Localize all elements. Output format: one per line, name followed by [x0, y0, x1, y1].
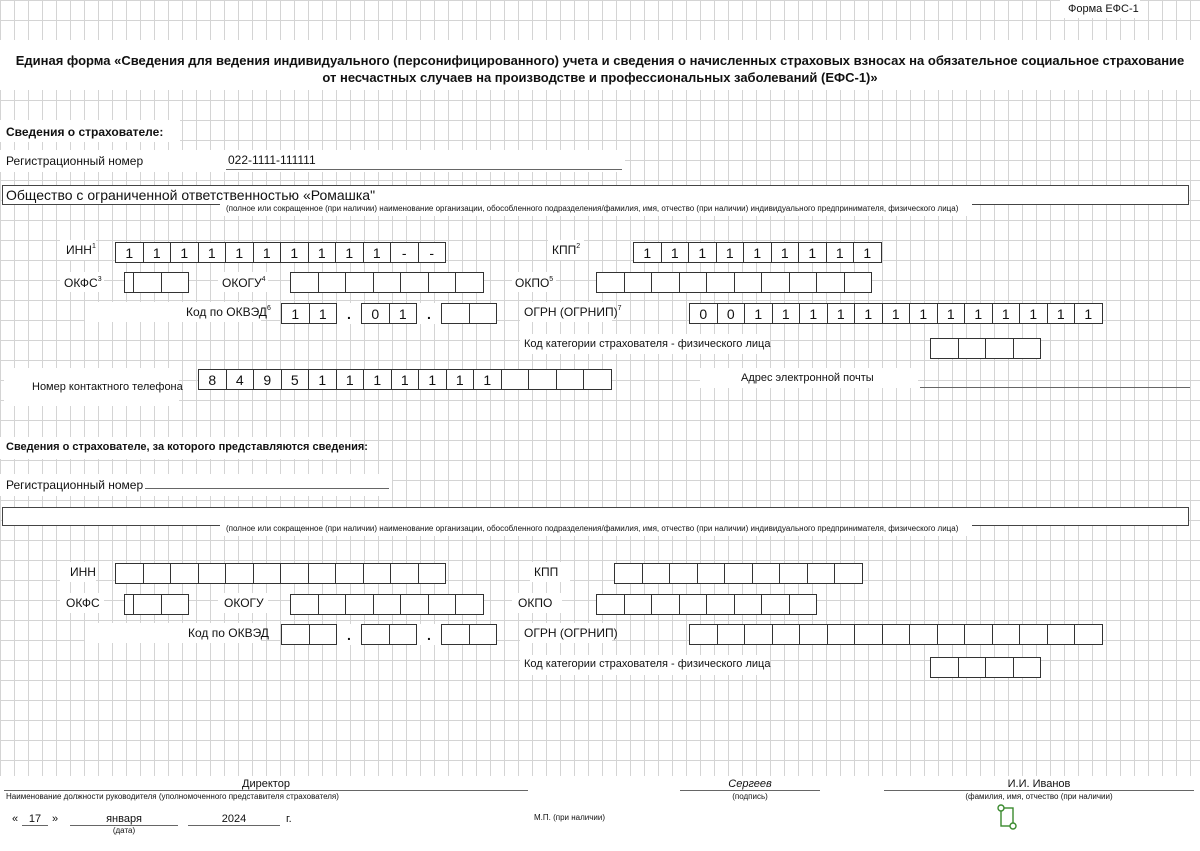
inn-cells[interactable] — [115, 242, 446, 263]
inn-cell[interactable]: - — [390, 242, 419, 263]
inn-cell[interactable] — [390, 563, 419, 584]
full-name-value[interactable]: И.И. Иванов — [1007, 778, 1071, 790]
okved-separator: . — [417, 303, 441, 322]
phone-cell[interactable] — [528, 369, 557, 390]
inn-cell[interactable]: 1 — [280, 242, 309, 263]
inn-cell[interactable]: 1 — [198, 242, 227, 263]
kpp-cell[interactable]: 1 — [826, 242, 855, 263]
kpp-cell[interactable] — [669, 563, 698, 584]
inn-cell[interactable] — [115, 563, 144, 584]
phys-category-cell[interactable] — [958, 657, 987, 678]
okved-cell[interactable]: 1 — [389, 303, 418, 324]
phone-cell[interactable]: 4 — [226, 369, 255, 390]
org-name-value: Общество с ограниченной ответственностью «Ромашка" — [6, 187, 376, 203]
okpo-cell[interactable] — [816, 272, 845, 293]
kpp-cell[interactable]: 1 — [743, 242, 772, 263]
okved-cell[interactable]: 1 — [281, 303, 310, 324]
ogrn-cell[interactable]: 1 — [964, 303, 993, 324]
okogu-cell[interactable] — [373, 272, 402, 293]
phone-cell[interactable] — [583, 369, 612, 390]
phone-cell[interactable]: 1 — [418, 369, 447, 390]
okved-separator: . — [417, 624, 441, 643]
okved-cell[interactable] — [469, 303, 498, 324]
okved-cell[interactable] — [281, 624, 310, 645]
kpp-cell[interactable]: 1 — [771, 242, 800, 263]
org-name-caption: (полное или сокращенное (при наличии) наименование организации, обособленного подразделения/фамилия, имя, отчество (при наличии) индивидуального предпринимателя, физического лица) — [226, 204, 959, 213]
kpp-cell[interactable]: 1 — [798, 242, 827, 263]
reg-number-value[interactable]: 022-1111-111111 — [228, 153, 316, 167]
reg-number-label: Регистрационный номер — [6, 154, 144, 168]
okved-label: Код по ОКВЭД$^6$ — [186, 305, 271, 319]
okpo-cell[interactable] — [844, 272, 873, 293]
okogu-label: ОКОГУ$^4$ — [222, 276, 266, 290]
position-value[interactable]: Директор — [242, 778, 290, 790]
ogrn-cell[interactable]: 1 — [882, 303, 911, 324]
ogrn-cell[interactable] — [909, 624, 938, 645]
inn-cell[interactable] — [170, 563, 199, 584]
ogrn-cell[interactable] — [799, 624, 828, 645]
phys-category-cell[interactable] — [958, 338, 987, 359]
okfs-label-2: ОКФС — [66, 596, 100, 610]
okpo-cell[interactable] — [734, 594, 763, 615]
phone-cell[interactable]: 5 — [281, 369, 310, 390]
okved-cell[interactable] — [441, 303, 470, 324]
okogu-cell[interactable] — [318, 272, 347, 293]
inn-cell[interactable]: 1 — [253, 242, 282, 263]
okpo-cell[interactable] — [734, 272, 763, 293]
okogu-cell[interactable] — [455, 594, 484, 615]
kpp-cell[interactable] — [807, 563, 836, 584]
ogrn-cell[interactable]: 1 — [1019, 303, 1048, 324]
okpo-cell[interactable] — [651, 594, 680, 615]
kpp-cell[interactable] — [697, 563, 726, 584]
ogrn-cell[interactable] — [827, 624, 856, 645]
inn-cell[interactable] — [198, 563, 227, 584]
ogrn-cell[interactable]: 0 — [689, 303, 718, 324]
phys-category-label: Код категории страхователя - физического лица — [524, 338, 771, 350]
form-code: Форма ЕФС-1 — [1068, 3, 1139, 15]
date-year-suffix: г. — [286, 813, 292, 825]
phys-category-cells-2[interactable] — [930, 657, 1041, 678]
reg-number-field-2[interactable] — [145, 474, 389, 489]
okfs-cells[interactable] — [124, 272, 189, 293]
okved-cell[interactable]: 0 — [361, 303, 390, 324]
inn-cell[interactable] — [280, 563, 309, 584]
inn-cell[interactable]: 1 — [335, 242, 364, 263]
kpp-cell[interactable] — [724, 563, 753, 584]
okogu-cell[interactable] — [400, 272, 429, 293]
date-caption: (дата) — [112, 826, 136, 835]
okved-cell[interactable]: 1 — [309, 303, 338, 324]
inn-cell[interactable]: 1 — [115, 242, 144, 263]
inn-cell[interactable] — [363, 563, 392, 584]
kpp-label: КПП$^2$ — [552, 243, 581, 257]
inn-cell[interactable] — [335, 563, 364, 584]
phone-cells[interactable] — [198, 369, 612, 390]
okpo-cells[interactable] — [596, 272, 872, 293]
ogrn-cell[interactable]: 0 — [717, 303, 746, 324]
okfs-label: ОКФС$^3$ — [64, 276, 102, 290]
phone-cell[interactable]: 9 — [253, 369, 282, 390]
okved-cell[interactable] — [469, 624, 498, 645]
okogu-cell[interactable] — [428, 272, 457, 293]
ogrn-cell[interactable] — [772, 624, 801, 645]
phone-label: Номер контактного телефона — [32, 381, 183, 393]
ogrn-label: ОГРН (ОГРНИП)$^7$ — [524, 305, 622, 319]
inn-cell[interactable] — [418, 563, 447, 584]
kpp-cell[interactable] — [752, 563, 781, 584]
okpo-cell[interactable] — [706, 594, 735, 615]
okfs-cell[interactable] — [133, 272, 162, 293]
phys-category-cell[interactable] — [930, 338, 959, 359]
ogrn-cell[interactable] — [717, 624, 746, 645]
date-quote-close: » — [52, 813, 59, 825]
kpp-cell[interactable]: 1 — [633, 242, 662, 263]
ogrn-cell[interactable]: 1 — [1047, 303, 1076, 324]
ogrn-cell[interactable]: 1 — [827, 303, 856, 324]
okved-cells[interactable] — [281, 303, 497, 324]
okpo-cell[interactable] — [679, 594, 708, 615]
inn-cell[interactable] — [143, 563, 172, 584]
kpp-cell[interactable]: 1 — [853, 242, 882, 263]
okved-separator: . — [337, 303, 361, 322]
okved-cell[interactable] — [309, 624, 338, 645]
okogu-cells-2[interactable] — [290, 594, 484, 615]
okogu-label-2: ОКОГУ — [224, 596, 264, 610]
kpp-cell[interactable] — [642, 563, 671, 584]
kpp-cell[interactable]: 1 — [716, 242, 745, 263]
okogu-cell[interactable] — [455, 272, 484, 293]
kpp-cells-2[interactable] — [614, 563, 863, 584]
phone-cell[interactable] — [501, 369, 530, 390]
inn-cell[interactable] — [225, 563, 254, 584]
org-name-field[interactable] — [2, 185, 1189, 205]
phone-cell[interactable]: 1 — [363, 369, 392, 390]
ogrn-cell[interactable]: 1 — [772, 303, 801, 324]
kpp-cell[interactable] — [779, 563, 808, 584]
ogrn-cell[interactable] — [1074, 624, 1103, 645]
ogrn-cell[interactable]: 1 — [992, 303, 1021, 324]
phone-cell[interactable]: 1 — [446, 369, 475, 390]
inn-cell[interactable]: 1 — [170, 242, 199, 263]
okogu-cell[interactable] — [345, 594, 374, 615]
inn-cell[interactable] — [308, 563, 337, 584]
kpp-cells[interactable] — [633, 242, 882, 263]
okpo-cell[interactable] — [706, 272, 735, 293]
ogrn-cell[interactable] — [689, 624, 718, 645]
stamp-label: М.П. (при наличии) — [534, 813, 605, 822]
signature-caption: (подпись) — [732, 792, 768, 801]
inn-label: ИНН$^1$ — [66, 243, 96, 257]
okpo-cell[interactable] — [789, 272, 818, 293]
phone-cell[interactable]: 1 — [391, 369, 420, 390]
okved-cells-2[interactable] — [281, 624, 497, 645]
email-field[interactable] — [920, 368, 1190, 388]
okved-cell[interactable] — [441, 624, 470, 645]
okpo-cell[interactable] — [761, 594, 790, 615]
okfs-cells-2[interactable] — [124, 594, 189, 615]
reg-number-label-2: Регистрационный номер — [6, 478, 144, 492]
inn-cell[interactable]: 1 — [143, 242, 172, 263]
kpp-cell[interactable] — [614, 563, 643, 584]
ogrn-cell[interactable] — [854, 624, 883, 645]
kpp-cell[interactable]: 1 — [661, 242, 690, 263]
date-month[interactable]: января — [106, 813, 142, 825]
okogu-cell[interactable] — [428, 594, 457, 615]
ogrn-cell[interactable]: 1 — [744, 303, 773, 324]
phone-cell[interactable]: 1 — [473, 369, 502, 390]
inn-cell[interactable]: 1 — [308, 242, 337, 263]
okpo-cell[interactable] — [624, 594, 653, 615]
ogrn-cell[interactable]: 1 — [854, 303, 883, 324]
stamp-placeholder-icon — [996, 804, 1020, 832]
okved-cell[interactable] — [361, 624, 390, 645]
phone-cell[interactable]: 1 — [308, 369, 337, 390]
date-day[interactable]: 17 — [28, 813, 42, 825]
okpo-cell[interactable] — [761, 272, 790, 293]
phone-cell[interactable]: 1 — [336, 369, 365, 390]
email-label: Адрес электронной почты — [741, 372, 874, 384]
ogrn-cell[interactable]: 1 — [1074, 303, 1103, 324]
okpo-cell[interactable] — [651, 272, 680, 293]
okogu-cell[interactable] — [400, 594, 429, 615]
inn-cells-2[interactable] — [115, 563, 446, 584]
okved-cell[interactable] — [389, 624, 418, 645]
ogrn-cell[interactable] — [937, 624, 966, 645]
signature-value[interactable]: Сергеев — [728, 778, 772, 790]
full-name-caption: (фамилия, имя, отчество (при наличии) — [965, 792, 1113, 801]
okogu-cells[interactable] — [290, 272, 484, 293]
okpo-cell[interactable] — [624, 272, 653, 293]
okfs-cell[interactable] — [133, 594, 162, 615]
okfs-cell[interactable] — [161, 594, 190, 615]
phys-category-cell[interactable] — [985, 657, 1014, 678]
org-name-caption-2: (полное или сокращенное (при наличии) наименование организации, обособленного подразделения/фамилия, имя, отчество (при наличии) индивидуального предпринимателя, физического лица) — [226, 524, 959, 533]
ogrn-cell[interactable]: 1 — [909, 303, 938, 324]
okogu-cell[interactable] — [373, 594, 402, 615]
phys-category-cell[interactable] — [985, 338, 1014, 359]
okpo-cell[interactable] — [596, 594, 625, 615]
ogrn-cell[interactable] — [1047, 624, 1076, 645]
form-title: Единая форма «Сведения для ведения индивидуального (персонифицированного) учета и сведения о начисленных страховых взносах на обязательное социальное страхование от несчастных случаев на производстве и профессиональных заболеваний (ЕФС-1)» — [15, 53, 1185, 85]
ogrn-cells[interactable] — [689, 303, 1103, 324]
okpo-label-2: ОКПО — [518, 596, 553, 610]
phys-category-cell[interactable] — [1013, 338, 1042, 359]
inn-cell[interactable]: 1 — [363, 242, 392, 263]
okfs-cell[interactable] — [161, 272, 190, 293]
inn-cell[interactable]: 1 — [225, 242, 254, 263]
ogrn-cell[interactable] — [1019, 624, 1048, 645]
phone-cell[interactable] — [556, 369, 585, 390]
okpo-cell[interactable] — [789, 594, 818, 615]
ogrn-cell[interactable] — [744, 624, 773, 645]
date-quote-open: « — [12, 813, 19, 825]
okved-label-2: Код по ОКВЭД — [188, 626, 269, 640]
okpo-cell[interactable] — [596, 272, 625, 293]
ogrn-label-2: ОГРН (ОГРНИП) — [524, 626, 618, 640]
phone-cell[interactable]: 8 — [198, 369, 227, 390]
okpo-cells-2[interactable] — [596, 594, 817, 615]
okpo-cell[interactable] — [679, 272, 708, 293]
inn-cell[interactable] — [253, 563, 282, 584]
kpp-cell[interactable] — [834, 563, 863, 584]
ogrn-cell[interactable] — [882, 624, 911, 645]
ogrn-cell[interactable]: 1 — [937, 303, 966, 324]
section2-heading: Сведения о страхователе, за которого представляются сведения: — [6, 441, 368, 453]
ogrn-cell[interactable] — [964, 624, 993, 645]
okogu-cell[interactable] — [290, 272, 319, 293]
phys-category-cell[interactable] — [1013, 657, 1042, 678]
ogrn-cells-2[interactable] — [689, 624, 1103, 645]
inn-label-2: ИНН — [70, 565, 96, 579]
date-year[interactable]: 2024 — [221, 813, 247, 825]
phys-category-label-2: Код категории страхователя - физического лица — [524, 658, 771, 670]
kpp-cell[interactable]: 1 — [688, 242, 717, 263]
okved-separator: . — [337, 624, 361, 643]
okogu-cell[interactable] — [290, 594, 319, 615]
kpp-label-2: КПП — [534, 565, 559, 579]
inn-cell[interactable]: - — [418, 242, 447, 263]
ogrn-cell[interactable]: 1 — [799, 303, 828, 324]
section1-heading: Сведения о страхователе: — [6, 125, 164, 139]
ogrn-cell[interactable] — [992, 624, 1021, 645]
okpo-label: ОКПО$^5$ — [515, 276, 554, 290]
position-caption: Наименование должности руководителя (уполномоченного представителя страхователя) — [6, 792, 339, 801]
okogu-cell[interactable] — [345, 272, 374, 293]
okogu-cell[interactable] — [318, 594, 347, 615]
phys-category-cell[interactable] — [930, 657, 959, 678]
phys-category-cells[interactable] — [930, 338, 1041, 359]
